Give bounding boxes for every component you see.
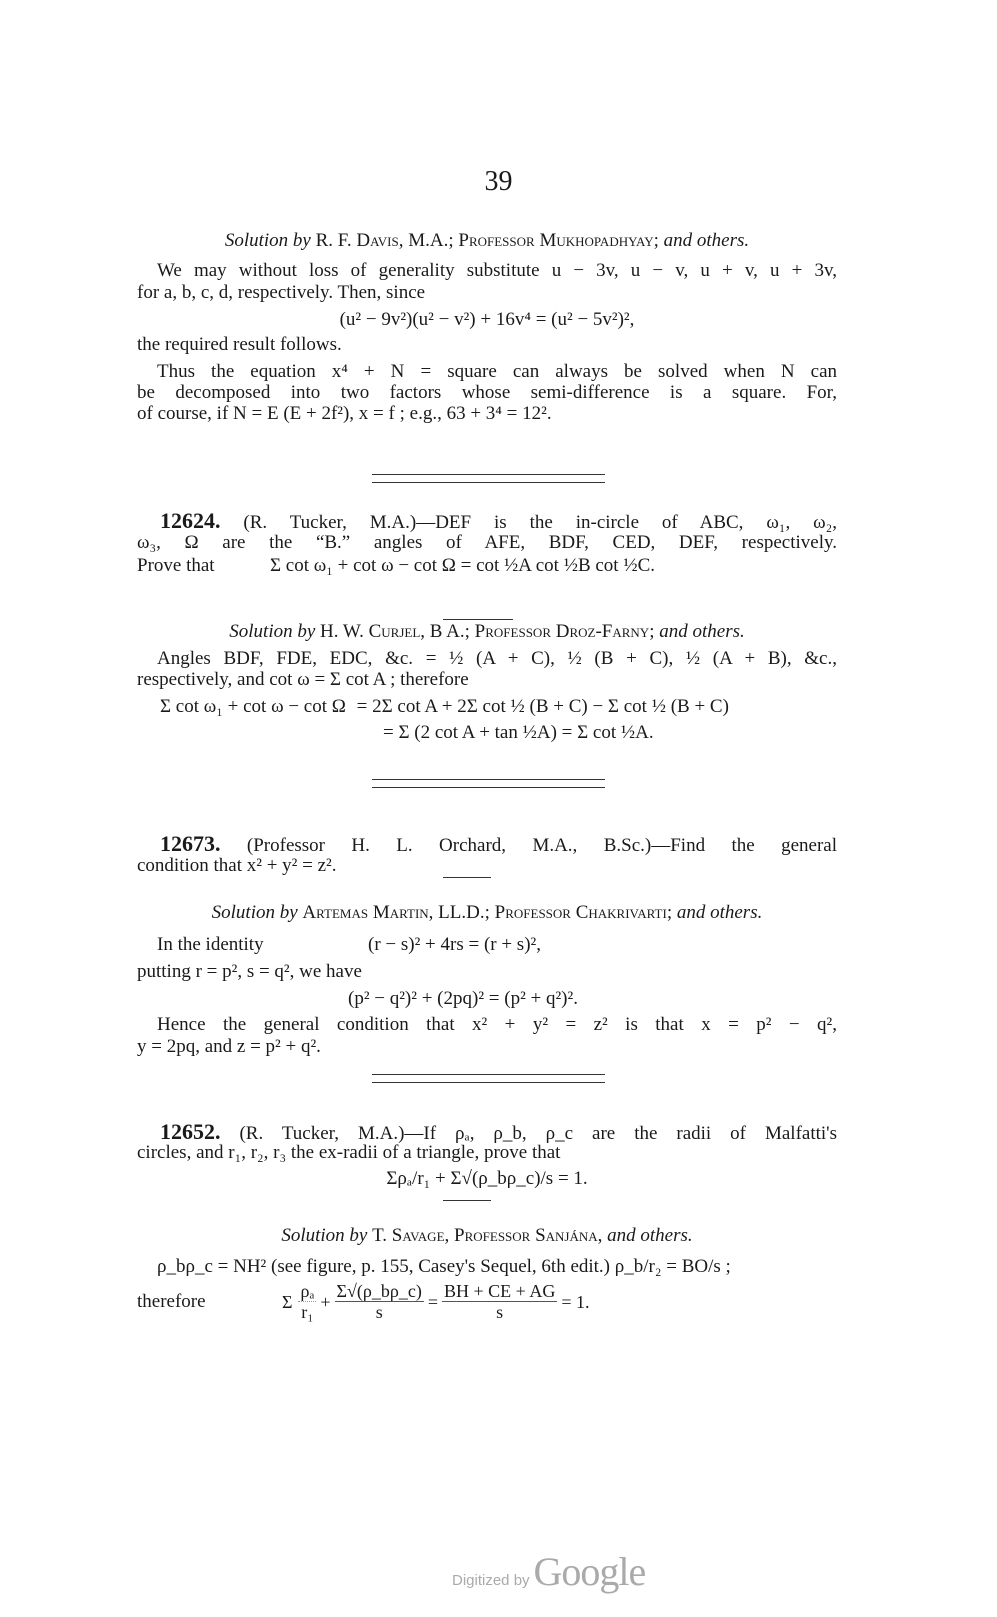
- byline-author: Artemas Martin, LL.D.: [302, 902, 485, 923]
- fraction: [442, 1281, 557, 1322]
- sigma-symbol: Σ: [282, 1291, 293, 1312]
- byline-prefix: Solution by: [281, 1225, 368, 1246]
- fraction-denominator: r₁: [301, 1302, 314, 1322]
- problem-number: 12673.: [160, 831, 221, 856]
- formula: Σρₐ/r₁ + Σ√(ρ_bρ_c)/s = 1.: [386, 1168, 588, 1189]
- byline-suffix: and others.: [659, 621, 745, 642]
- byline-author: Professor Sanjána,: [454, 1225, 603, 1246]
- text-line: ω₃, Ω are the “B.” angles of AFE, BDF, CED, DEF, respectively.: [137, 532, 837, 553]
- solution-byline-3: [137, 902, 837, 924]
- text-line: y = 2pq, and z = p² + q².: [137, 1036, 321, 1057]
- fraction-numerator: BH + CE + AG: [444, 1281, 556, 1301]
- equation: = Σ (2 cot A + tan ½A) = Σ cot ½A.: [383, 722, 654, 743]
- byline-sep: ;: [464, 621, 470, 642]
- byline-sep: ;: [653, 230, 659, 251]
- fraction: [298, 1281, 316, 1322]
- equals-sign: =: [427, 1291, 439, 1312]
- plus-sign: +: [320, 1291, 331, 1312]
- solution-byline-1: [137, 230, 837, 252]
- text-line: condition that x² + y² = z².: [137, 855, 337, 876]
- text-line: of course, if N = E (E + 2f²), x = f ; e.g., 63 + 3⁴ = 12².: [137, 403, 552, 424]
- problem-number: 12652.: [160, 1119, 221, 1144]
- byline-sep: ;: [649, 621, 655, 642]
- text-line: (Professor H. L. Orchard, M.A., B.Sc.)—Find the general: [246, 835, 837, 856]
- digitized-by-google-watermark: [452, 1548, 645, 1595]
- result: = 1.: [561, 1291, 590, 1312]
- text-line: (R. Tucker, M.A.)—DEF is the in-circle of ABC, ω₁, ω₂,: [243, 512, 838, 533]
- byline-sep: ;: [448, 230, 454, 251]
- equation-lhs: Σ cot ω₁ + cot ω − cot Ω: [160, 696, 346, 717]
- fraction-numerator: Σ√(ρ_bρ_c): [336, 1281, 422, 1301]
- google-logo-text: Google: [533, 1549, 646, 1594]
- therefore-label: therefore: [137, 1291, 206, 1312]
- short-divider: [443, 877, 491, 878]
- byline-prefix: Solution by: [224, 230, 311, 251]
- byline-author: T. Savage,: [372, 1225, 450, 1246]
- byline-suffix: and others.: [663, 230, 750, 251]
- equation: (u² − 9v²)(u² − v²) + 16v⁴ = (u² − 5v²)²,: [339, 309, 635, 330]
- byline-suffix: and others.: [676, 902, 763, 923]
- byline-author: Professor Droz-Farny: [474, 621, 650, 642]
- fraction-numerator: ρₐ: [300, 1281, 315, 1301]
- text-line: putting r = p², s = q², we have: [137, 961, 362, 982]
- byline-suffix: and others.: [607, 1225, 693, 1246]
- text-line: Angles BDF, FDE, EDC, &c. = ½ (A + C), ½ (B + C), ½ (A + B), &c.,: [157, 648, 837, 669]
- equation-rhs: = 2Σ cot A + 2Σ cot ½ (B + C) − Σ cot ½ (B + C): [356, 696, 729, 717]
- text-line: for a, b, c, d, respectively. Then, since: [137, 282, 426, 303]
- equation: (r − s)² + 4rs = (r + s)²,: [368, 934, 541, 955]
- text-line: Prove that: [137, 555, 215, 576]
- byline-sep: ;: [484, 902, 490, 923]
- byline-sep: ;: [666, 902, 673, 923]
- text-line: Thus the equation x⁴ + N = square can always be solved when N can: [157, 361, 837, 382]
- byline-author: Professor Chakrivarti: [494, 902, 667, 923]
- solution-byline-4: [137, 1225, 837, 1247]
- section-divider: [372, 1074, 605, 1083]
- solution-byline-2: [137, 621, 837, 643]
- byline-prefix: Solution by: [229, 621, 316, 642]
- byline-author: Professor Mukhopadhyay: [458, 230, 654, 251]
- problem-statement: [160, 510, 837, 534]
- equation: (p² − q²)² + (2pq)² = (p² + q²)².: [348, 988, 578, 1009]
- text-line: Hence the general condition that x² + y² = z² is that x = p² − q²,: [157, 1014, 837, 1035]
- text-line: We may without loss of generality substitute u − 3v, u − v, u + v, u + 3v,: [157, 260, 837, 281]
- section-divider: [372, 779, 605, 788]
- fraction-denominator: s: [375, 1302, 383, 1322]
- watermark-small-text: Digitized by: [452, 1572, 530, 1589]
- fraction-denominator: s: [496, 1302, 504, 1322]
- byline-author: H. W. Curjel, B A.: [320, 621, 465, 642]
- short-divider: [443, 619, 513, 620]
- text-line: the required result follows.: [137, 334, 342, 355]
- formula: Σ cot ω₁ + cot ω − cot Ω = cot ½A cot ½B cot ½C.: [270, 555, 656, 576]
- text-line: ρ_bρ_c = NH² (see figure, p. 155, Casey's Sequel, 6th edit.) ρ_b/r₂ = BO/s ;: [157, 1256, 731, 1277]
- fraction: [335, 1281, 424, 1322]
- text-line: be decomposed into two factors whose semi-difference is a square. For,: [137, 382, 837, 403]
- fraction-equation: [137, 1281, 837, 1331]
- byline-author: R. F. Davis, M.A.: [315, 230, 449, 251]
- text-line: circles, and r₁, r₂, r₃ the ex-radii of a triangle, prove that: [137, 1142, 561, 1163]
- equation: [160, 696, 860, 718]
- section-divider: [372, 474, 605, 483]
- text-line: respectively, and cot ω = Σ cot A ; therefore: [137, 669, 469, 690]
- problem-statement: [160, 833, 837, 857]
- byline-prefix: Solution by: [211, 902, 298, 923]
- problem-number: 12624.: [160, 508, 221, 533]
- text-line: (R. Tucker, M.A.)—If ρₐ, ρ_b, ρ_c are the radii of Malfatti's: [239, 1123, 837, 1144]
- short-divider: [443, 1200, 491, 1201]
- page-number: 39: [484, 166, 513, 197]
- text-line: In the identity: [157, 934, 264, 955]
